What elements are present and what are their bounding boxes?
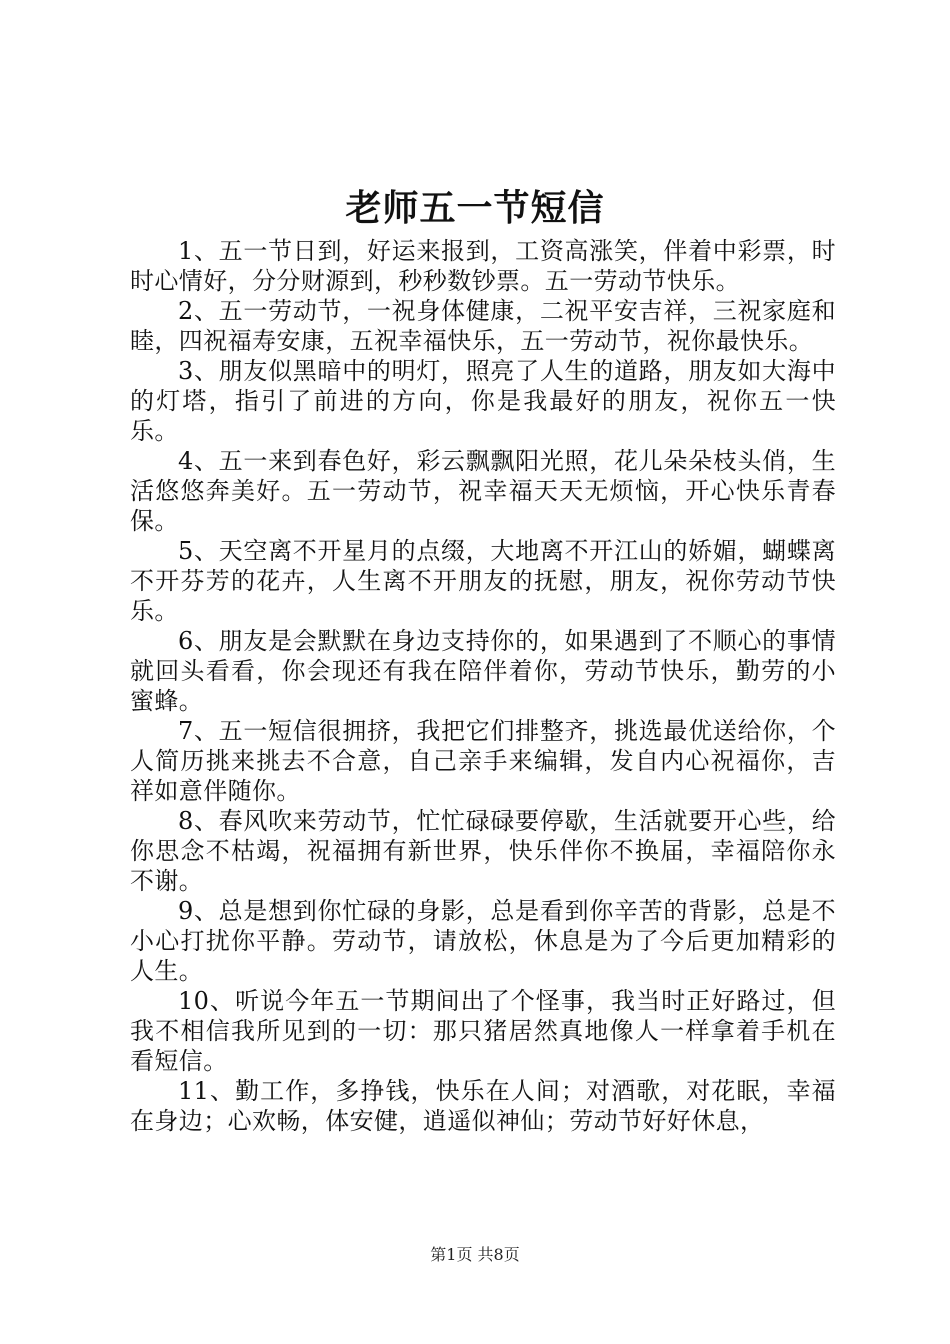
paragraph-1: 1、五一节日到，好运来报到，工资高涨笑，伴着中彩票，时时心情好，分分财源到，秒秒数钞票。五一劳动节快乐。 (130, 237, 836, 295)
paragraph-5: 5、天空离不开星月的点缀，大地离不开江山的娇媚，蝴蝶离不开芬芳的花卉，人生离不开朋友的抚慰，朋友，祝你劳动节快乐。 (130, 537, 836, 625)
paragraph-4: 4、五一来到春色好，彩云飘飘阳光照，花儿朵朵枝头俏，生活悠悠奔美好。五一劳动节，祝幸福天天无烦恼，开心快乐青春保。 (130, 447, 836, 535)
paragraph-9: 9、总是想到你忙碌的身影，总是看到你辛苦的背影，总是不小心打扰你平静。劳动节，请放松，休息是为了今后更加精彩的人生。 (130, 897, 836, 985)
page-footer: 第1页 共8页 (430, 1245, 520, 1264)
paragraph-2: 2、五一劳动节，一祝身体健康，二祝平安吉祥，三祝家庭和睦，四祝福寿安康，五祝幸福快乐，五一劳动节，祝你最快乐。 (130, 297, 836, 355)
paragraph-8: 8、春风吹来劳动节，忙忙碌碌要停歇，生活就要开心些，给你思念不枯竭，祝福拥有新世界，快乐伴你不换届，幸福陪你永不谢。 (130, 807, 836, 895)
paragraph-7: 7、五一短信很拥挤，我把它们排整齐，挑选最优送给你，个人简历挑来挑去不合意，自己亲手来编辑，发自内心祝福你，吉祥如意伴随你。 (130, 717, 836, 805)
paragraph-6: 6、朋友是会默默在身边支持你的，如果遇到了不顺心的事情就回头看看，你会现还有我在陪伴着你，劳动节快乐，勤劳的小蜜蜂。 (130, 627, 836, 715)
paragraph-10: 10、听说今年五一节期间出了个怪事，我当时正好路过，但我不相信我所见到的一切：那只猪居然真地像人一样拿着手机在看短信。 (130, 987, 836, 1075)
paragraph-3: 3、朋友似黑暗中的明灯，照亮了人生的道路，朋友如大海中的灯塔，指引了前进的方向，你是我最好的朋友，祝你五一快乐。 (130, 357, 836, 445)
paragraph-11: 11、勤工作，多挣钱，快乐在人间；对酒歌，对花眠，幸福在身边；心欢畅，体安健，逍遥似神仙；劳动节好好休息， (130, 1077, 836, 1135)
document-title: 老师五一节短信 (345, 187, 605, 229)
document-body (130, 236, 836, 1136)
